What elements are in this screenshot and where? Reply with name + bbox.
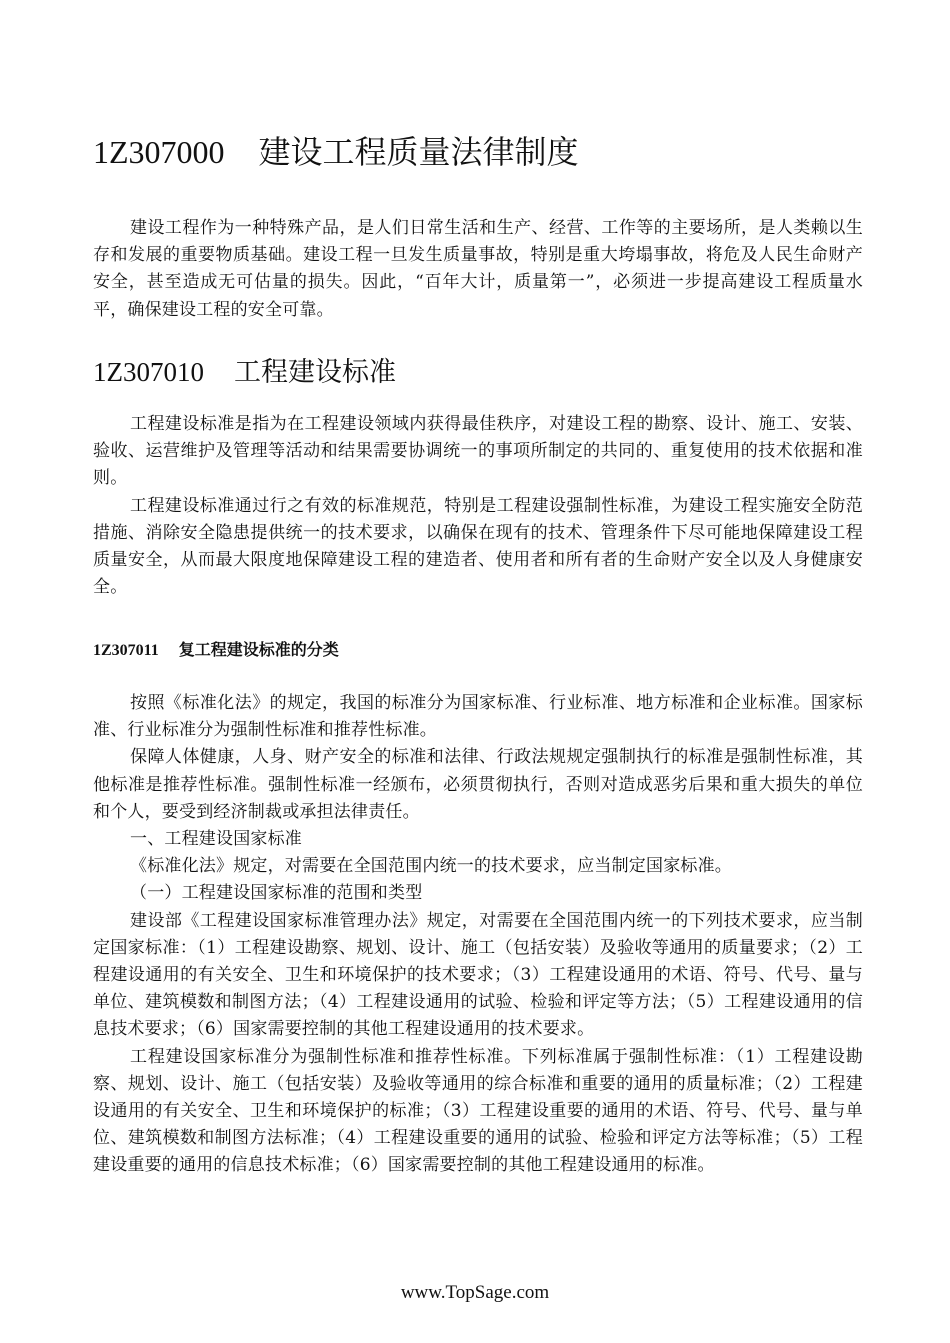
- section-code: 1Z307010: [93, 357, 204, 387]
- list-heading: （一）工程建设国家标准的范围和类型: [130, 883, 423, 904]
- subsection-body: [93, 690, 863, 1180]
- subsection-paragraph: 《标准化法》规定，对需要在全国范围内统一的技术要求，应当制定国家标准。: [130, 856, 732, 877]
- chapter-code: 1Z307000: [93, 134, 225, 170]
- section-body: [93, 411, 863, 601]
- intro-block: [93, 215, 863, 324]
- subsection-paragraph: 保障人体健康，人身、财产安全的标准和法律、行政法规规定强制执行的标准是强制性标准，其他标准是推荐性标准。强制性标准一经颁布，必须贯彻执行，否则对造成恶劣后果和重大损失的单位和个人，要受到经济制裁或承担法律责任。: [93, 747, 863, 822]
- intro-paragraph: 建设工程作为一种特殊产品，是人们日常生活和生产、经营、工作等的主要场所，是人类赖以生存和发展的重要物质基础。建设工程一旦发生质量事故，特别是重大垮塌事故，将危及人民生命财产安全，甚至造成无可估量的损失。因此，“百年大计，质量第一”，必须进一步提高建设工程质量水平，确保建设工程的安全可靠。: [93, 218, 863, 320]
- subsection-paragraph: 建设部《工程建设国家标准管理办法》规定，对需要在全国范围内统一的下列技术要求，应当制定国家标准：（1）工程建设勘察、规划、设计、施工（包括安装）及验收等通用的质量要求；（2）工程建设通用的有关安全、卫生和环境保护的技术要求；（3）工程建设通用的术语、符号、代号、量与单位、建筑模数和制图方法；（4）工程建设通用的试验、检验和评定等方法；（5）工程建设通用的信息技术要求；（6）国家需要控制的其他工程建设通用的技术要求。: [93, 910, 863, 1040]
- section-paragraph: 工程建设标准是指为在工程建设领域内获得最佳秩序，对建设工程的勘察、设计、施工、安装、验收、运营维护及管理等活动和结果需要协调统一的事项所制定的共同的、重复使用的技术依据和准则。: [93, 414, 863, 489]
- subsection-heading: [93, 637, 339, 664]
- chapter-heading: [93, 128, 579, 176]
- list-heading: 一、工程建设国家标准: [130, 829, 302, 850]
- subsection-title: 复工程建设标准的分类: [178, 640, 339, 659]
- section-paragraph: 工程建设标准通过行之有效的标准规范，特别是工程建设强制性标准，为建设工程实施安全防范措施、消除安全隐患提供统一的技术要求，以确保在现有的技术、管理条件下尽可能地保障建设工程质量安全，从而最大限度地保障建设工程的建造者、使用者和所有者的生命财产安全以及人身健康安全。: [93, 495, 863, 598]
- section-heading: [93, 352, 396, 393]
- subsection-code: 1Z307011: [93, 642, 159, 659]
- section-title: 工程建设标准: [234, 357, 396, 388]
- subsection-paragraph: 按照《标准化法》的规定，我国的标准分为国家标准、行业标准、地方标准和企业标准。国家标准、行业标准分为强制性标准和推荐性标准。: [93, 693, 863, 741]
- footer-url: www.TopSage.com: [400, 1282, 550, 1303]
- chapter-title: 建设工程质量法律制度: [258, 133, 579, 171]
- subsection-paragraph: 工程建设国家标准分为强制性标准和推荐性标准。下列标准属于强制性标准：（1）工程建设勘察、规划、设计、施工（包括安装）及验收等通用的综合标准和重要的通用的质量标准；（2）工程建设通用的有关安全、卫生和环境保护的标准；（3）工程建设重要的通用的术语、符号、代号、量与单位、建筑模数和制图方法标准；（4）工程建设重要的通用的试验、检验和评定方法等标准；（5）工程建设重要的通用的信息技术标准；（6）国家需要控制的其他工程建设通用的标准。: [93, 1046, 863, 1176]
